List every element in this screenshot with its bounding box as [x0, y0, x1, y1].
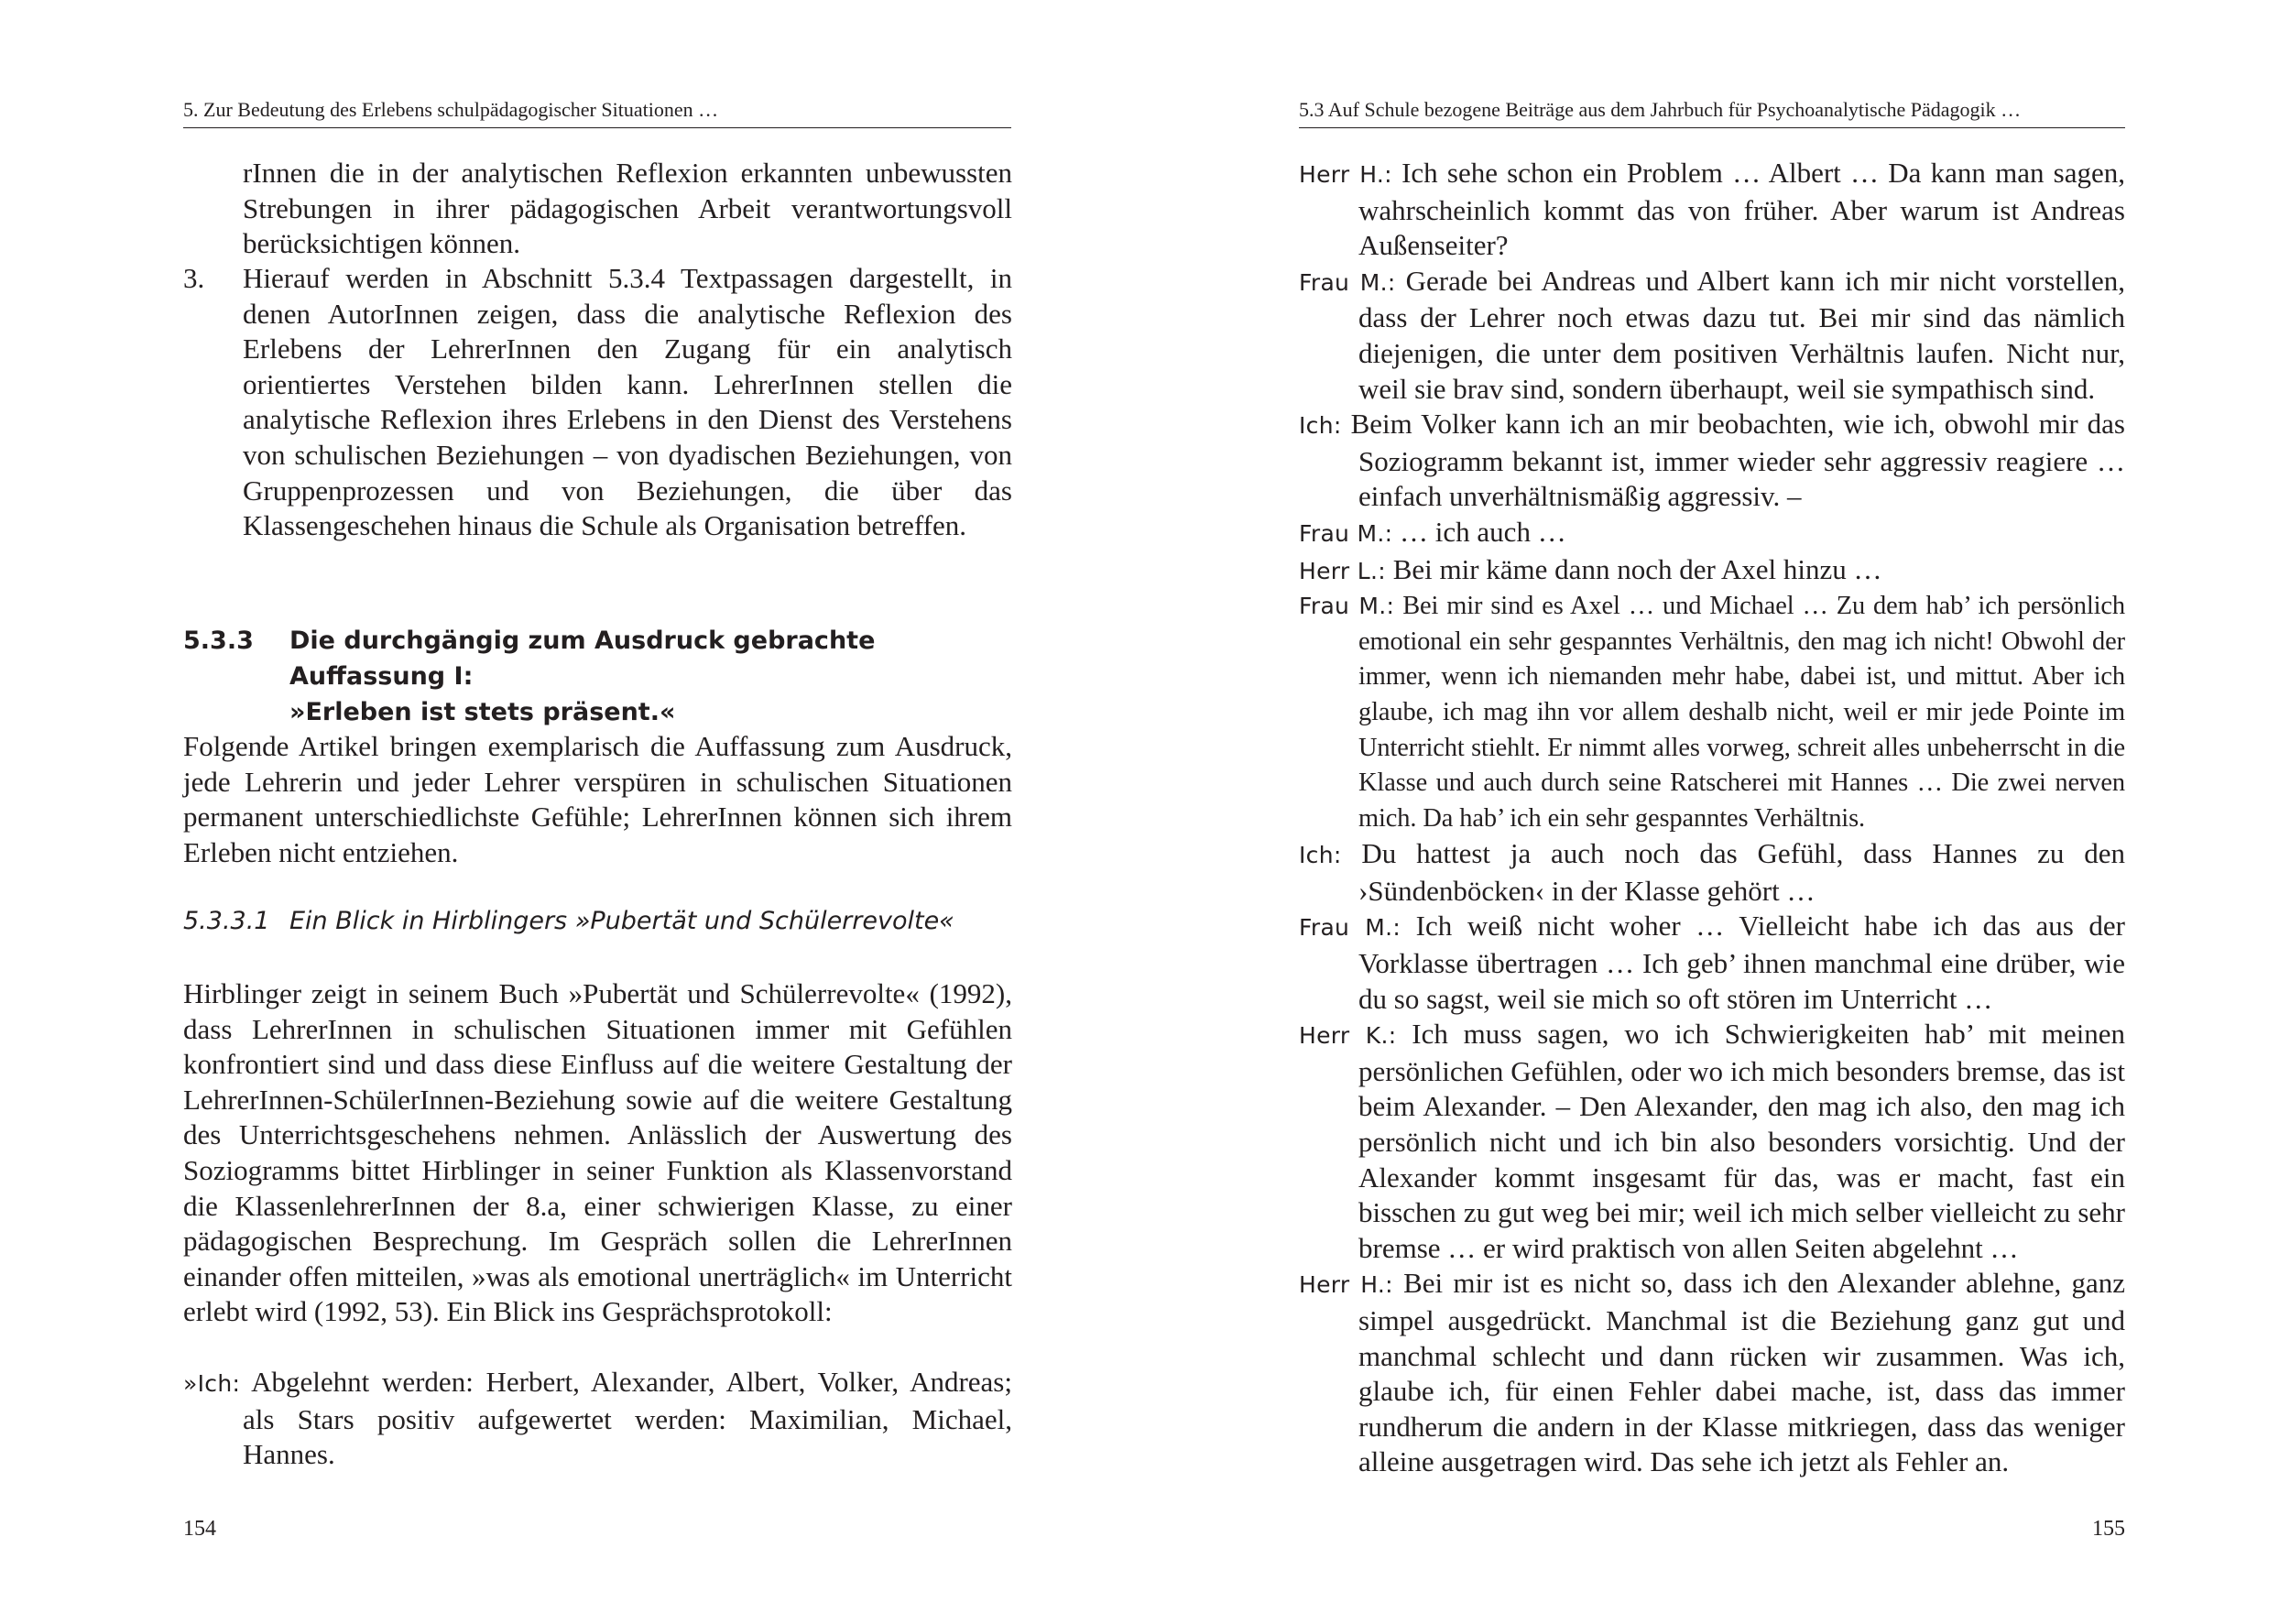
dialog-text: Ich muss sagen, wo ich Schwierigkeiten hab’ mit meinen persönlichen Gefühlen, oder wo ich mich besonders bremse, das ist beim Alexander. – Den Alexander, den mag ich also, den mag ich persönlich nicht und ich bin also besonders vorsichtig. Und der Alexander kommt insgesamt für das, was er macht, fast ein bisschen zu gut weg bei mir; weil ich mich selber vielleicht zu sehr bremse … er wird praktisch von allen Seiten abgelehnt …: [1358, 1018, 2125, 1264]
dialog-speaker: Herr L.:: [1299, 557, 1386, 584]
dialog-speaker: Herr H.:: [1299, 161, 1392, 188]
dialog-speaker: Frau M.:: [1299, 268, 1396, 296]
dialog-text: … ich auch …: [1400, 515, 1566, 548]
dialog-text: Beim Volker kann ich an mir beobachten, wie ich, obwohl mir das Soziogramm bekannt ist, immer wieder sehr aggressiv reagiere … einfach unverhältnismäßig aggressiv. –: [1350, 408, 2125, 513]
dialog-text: Bei mir ist es nicht so, dass ich den Alexander ablehne, ganz simpel ausgedrückt. Manchmal ist die Beziehung ganz gut und manchmal schlecht und dann rücken wir zusammen. Was ich, glaube ich, für einen Fehler dabei mache, ist, dass das immer rundherum die andern in der Klasse mitkriegen, dass das weniger alleine ausgetragen wird. Das sehe ich jetzt als Fehler an.: [1358, 1267, 2126, 1478]
running-head-left: 5. Zur Bedeutung des Erlebens schulpädagogischer Situationen …: [183, 96, 1011, 128]
dialog-entry: [1299, 264, 2125, 407]
dialog-entry: [1299, 836, 2125, 909]
dialog-text: Ich sehe schon ein Problem … Albert … Da kann man sagen, wahrscheinlich kommt das von früher. Aber warum ist Andreas Außenseiter?: [1358, 157, 2126, 262]
list-item-text: Hierauf werden in Abschnitt 5.3.4 Textpassagen dargestellt, in denen AutorInnen zeigen, dass die analytische Reflexion des Erlebens der LehrerInnen den Zugang für ein analytisch orientiertes Verstehen bilden kann. LehrerInnen stellen die analytische Reflexion ihres Erlebens in den Dienst des Verstehens von schulischen Beziehungen – von dyadischen Beziehungen, von Gruppenprozessen und von Beziehungen, die über das Klassengeschehen hinaus die Schule als Organisation betreffen.: [243, 262, 1012, 542]
dialog-text: Bei mir käme dann noch der Axel hinzu …: [1392, 552, 1882, 585]
dialog-text: Du hattest ja auch noch das Gefühl, dass Hannes zu den ›Sündenböcken‹ in der Klasse gehört …: [1358, 837, 2125, 907]
list-continuation: rInnen die in der analytischen Reflexion erkannten unbewussten Strebungen in ihrer pädagogischen Arbeit verantwortungsvoll berücksichtigen können.: [243, 157, 1012, 260]
dialog-left: [183, 1365, 1012, 1473]
dialog-right: [1299, 156, 2125, 1480]
section-number: 5.3.3: [183, 627, 254, 655]
dialog-speaker: Ich:: [1299, 412, 1342, 440]
dialog-entry: [1299, 515, 2125, 552]
subsection-title: Ein Blick in Hirblingers »Pubertät und Schülerrevolte«: [289, 907, 954, 935]
section-heading: [183, 623, 1012, 730]
subsection-heading: [183, 903, 1012, 939]
dialog-speaker: Ich:: [1299, 842, 1342, 869]
paragraph-2: Hirblinger zeigt in seinem Buch »Pubertät und Schülerrevolte« (1992), dass LehrerInnen in schulischen Situationen immer mit Gefühlen konfrontiert sind und dass diese Einfluss auf die weitere Gestaltung der LehrerInnen-SchülerInnen-Beziehung sowie auf die weitere Gestaltung des Unterrichtsgeschehens nehmen. Anlässlich der Auswertung des Soziogramms bittet Hirblinger in seiner Funktion als Klassenvorstand die KlassenlehrerInnen der 8.a, einer schwierigen Klasse, zu einer pädagogischen Besprechung. Im Gespräch sollen die LehrerInnen einander offen mitteilen, »was als emotional unerträglich« im Unterricht erlebt wird (1992, 53). Ein Blick ins Gesprächsprotokoll:: [183, 977, 1012, 1328]
dialog-speaker: Herr K.:: [1299, 1022, 1397, 1050]
dialog-entry: [1299, 156, 2125, 264]
section-title-line2: »Erleben ist stets präsent.«: [289, 698, 676, 726]
running-head-right: 5.3 Auf Schule bezogene Beiträge aus dem Jahrbuch für Psychoanalytische Pädagogik …: [1299, 96, 2125, 128]
dialog-speaker: Herr H.:: [1299, 1271, 1393, 1299]
section-title-line1: Die durchgängig zum Ausdruck gebrachte Auffassung I:: [289, 627, 876, 691]
dialog-entry: [1299, 552, 2125, 590]
dialog-entry: [1299, 909, 2125, 1017]
list-item-3: [183, 261, 1012, 544]
dialog-entry: [1299, 1266, 2125, 1480]
dialog-entry: [183, 1365, 1012, 1473]
dialog-speaker: »Ich:: [183, 1370, 241, 1397]
dialog-text: Abgelehnt werden: Herbert, Alexander, Albert, Volker, Andreas; als Stars positiv aufgewertet werden: Maximilian, Michael, Hannes.: [243, 1366, 1012, 1471]
dialog-entry: [1299, 589, 2125, 836]
dialog-entry: [1299, 1017, 2125, 1266]
page-number-left: 154: [183, 1517, 216, 1541]
dialog-text: Ich weiß nicht woher … Vielleicht habe ich das aus der Vorklasse übertragen … Ich geb’ ihnen manchmal eine drüber, wie du so sagst, weil sie mich so oft stören im Unterricht …: [1358, 910, 2125, 1015]
paragraph-1: Folgende Artikel bringen exemplarisch die Auffassung zum Ausdruck, jede Lehrerin und jeder Lehrer verspüren in schulischen Situationen permanent unterschiedlichste Gefühle; LehrerInnen können sich ihrem Erleben nicht entziehen.: [183, 730, 1012, 868]
dialog-text: Gerade bei Andreas und Albert kann ich mir nicht vorstellen, dass der Lehrer noch etwas dazu tut. Bei mir sind das nämlich diejenigen, die unter dem positiven Verhältnis laufen. Nicht nur, weil sie brav sind, sondern überhaupt, weil sie sympathisch sind.: [1358, 264, 2126, 405]
dialog-entry: [1299, 407, 2125, 515]
right-page: [1145, 0, 2290, 1624]
dialog-speaker: Frau M.:: [1299, 593, 1395, 620]
dialog-speaker: Frau M.:: [1299, 914, 1401, 942]
dialog-text: Bei mir sind es Axel … und Michael … Zu dem hab’ ich persönlich emotional ein sehr gespanntes Verhältnis, den mag ich nicht! Obwohl der immer, wenn ich niemanden mehr habe, dabei ist, und mittut. Aber ich glaube, ich mag ihn vor allem deshalb nicht, weil er mir jede Pointe im Unterricht stiehlt. Er nimmt alles vorweg, schreit alles unbeherrscht in die Klasse und auch durch seine Ratscherei mit Hannes … Die zwei nerven mich. Da hab’ ich ein sehr gespanntes Verhältnis.: [1358, 592, 2126, 833]
page-number-right: 155: [2092, 1517, 2125, 1541]
dialog-speaker: Frau M.:: [1299, 519, 1393, 547]
subsection-number: 5.3.3.1: [183, 907, 270, 935]
list-item-number: 3.: [183, 262, 205, 294]
